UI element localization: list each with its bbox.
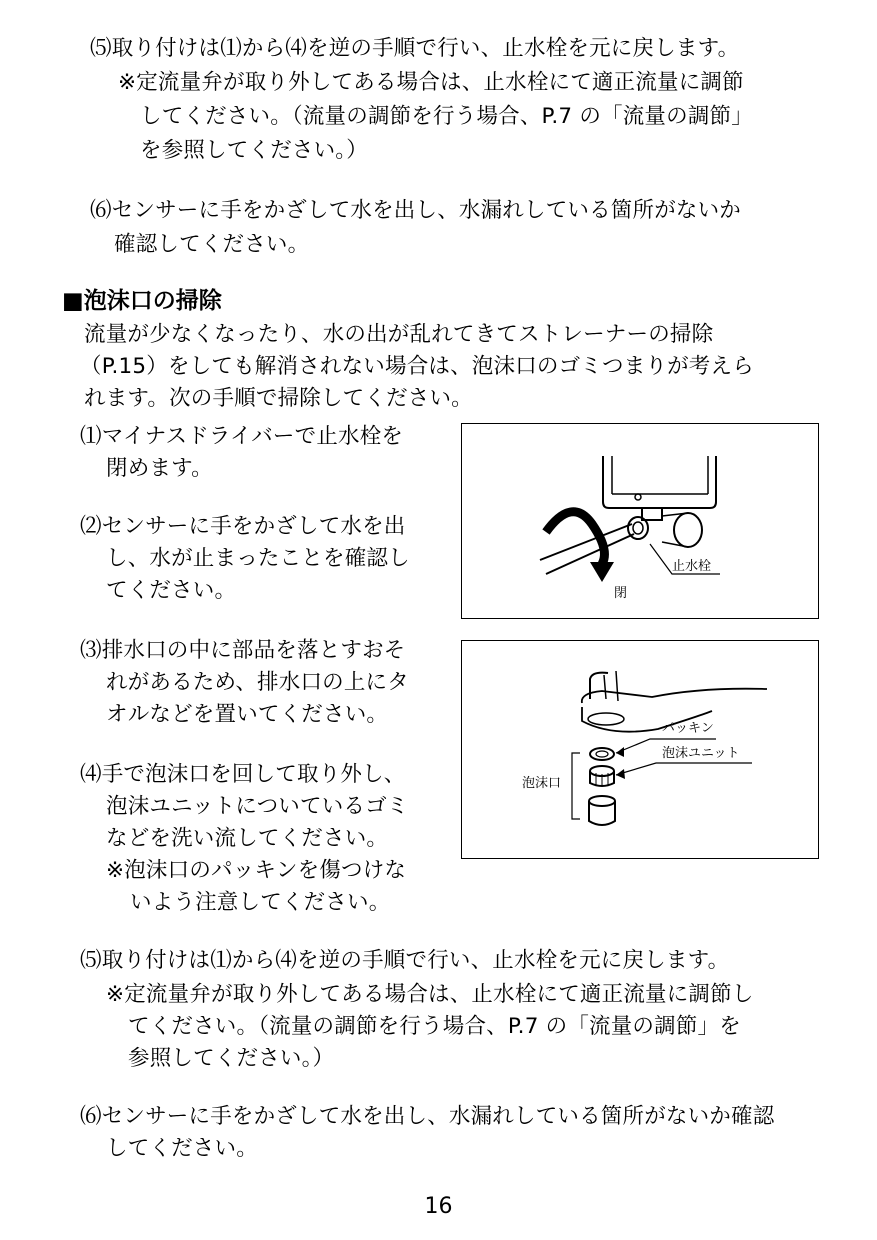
step3-line2: れがあるため、排水口の上にタ bbox=[106, 670, 409, 695]
step5-note3: 参照してください。） bbox=[128, 1046, 335, 1071]
figure-stop-valve bbox=[461, 423, 819, 619]
step5-line1: ⑸取り付けは⑴から⑷を逆の手順で行い、止水栓を元に戻します。 bbox=[80, 948, 730, 973]
step2-line1: ⑵センサーに手をかざして水を出 bbox=[80, 514, 406, 539]
label-close: 閉 bbox=[614, 586, 628, 601]
step2-line3: てください。 bbox=[106, 578, 237, 603]
step4-line3: などを洗い流してください。 bbox=[106, 826, 389, 851]
step4-note2: いよう注意してください。 bbox=[130, 890, 391, 915]
top-note-line2: してください。（流量の調節を行う場合、P.7 の「流量の調節」 bbox=[140, 104, 753, 129]
label-aerator: 泡沫口 bbox=[522, 776, 562, 791]
top-step6-line1: ⑹センサーに手をかざして水を出し、水漏れしている箇所がないか bbox=[90, 198, 742, 223]
step1-line1: ⑴マイナスドライバーで止水栓を bbox=[80, 424, 404, 449]
step6-line1: ⑹センサーに手をかざして水を出し、水漏れしている箇所がないか確認 bbox=[80, 1104, 775, 1129]
step4-note1: ※泡沫口のパッキンを傷つけな bbox=[106, 858, 407, 883]
top-note-line3: を参照してください。） bbox=[140, 138, 368, 163]
top-step5-line1: ⑸取り付けは⑴から⑷を逆の手順で行い、止水栓を元に戻します。 bbox=[90, 36, 740, 61]
intro-line3: れます。次の手順で掃除してください。 bbox=[84, 386, 473, 411]
step3-line1: ⑶排水口の中に部品を落とすおそ bbox=[80, 638, 406, 663]
intro-line2: （P.15）をしても解消されない場合は、泡沫口のゴミつまりが考えら bbox=[80, 354, 754, 379]
step4-line2: 泡沫ユニットについているゴミ bbox=[106, 794, 409, 819]
step4-line1: ⑷手で泡沫口を回して取り外し、 bbox=[80, 762, 406, 787]
top-note-line1: ※定流量弁が取り外してある場合は、止水栓にて適正流量に調節 bbox=[118, 70, 744, 95]
step5-note1: ※定流量弁が取り外してある場合は、止水栓にて適正流量に調節し bbox=[106, 982, 754, 1007]
step2-line2: し、水が止まったことを確認し bbox=[106, 546, 410, 571]
section-heading: ■泡沫口の掃除 bbox=[62, 288, 222, 314]
label-packing: パッキン bbox=[662, 721, 714, 736]
aerator-illustration bbox=[462, 641, 818, 858]
stop-valve-illustration bbox=[462, 424, 818, 618]
step6-line2: してください。 bbox=[106, 1136, 258, 1161]
label-stop-valve: 止水栓 bbox=[672, 559, 712, 574]
step1-line2: 閉めます。 bbox=[106, 456, 213, 481]
top-step6-line2: 確認してください。 bbox=[114, 232, 310, 257]
label-aerator-unit: 泡沫ユニット bbox=[662, 746, 740, 761]
step3-line3: オルなどを置いてください。 bbox=[106, 702, 389, 727]
page-number: 16 bbox=[424, 1194, 453, 1219]
step5-note2: てください。（流量の調節を行う場合、P.7 の「流量の調節」を bbox=[128, 1014, 741, 1039]
figure-aerator bbox=[461, 640, 819, 859]
intro-line1: 流量が少なくなったり、水の出が乱れてきてストレーナーの掃除 bbox=[84, 322, 714, 347]
